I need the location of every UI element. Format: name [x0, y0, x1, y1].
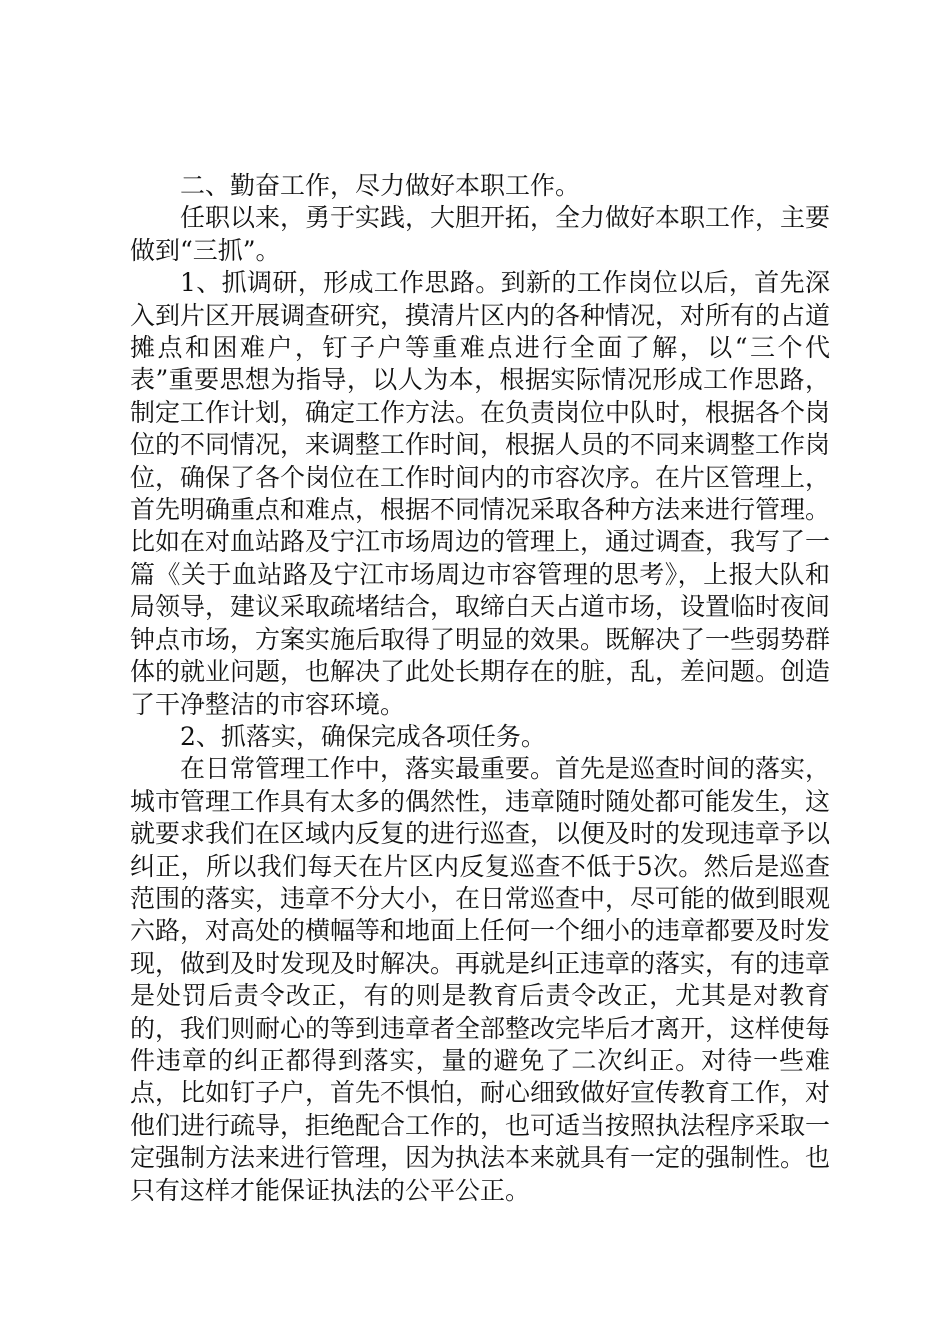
- subsection-heading: 2、抓落实，确保完成各项任务。: [180, 721, 546, 751]
- section-heading: 二、勤奋工作，尽力做好本职工作。: [180, 171, 581, 200]
- intro-paragraph: 任职以来，勇于实践，大胆开拓，全力做好本职工作，主要做到“三抓”。: [130, 203, 831, 265]
- implementation-paragraph: 在日常管理工作中，落实最重要。首先是巡查时间的落实，城市管理工作具有太多的偶然性，违章随时随处都可能发生，这就要求我们在区域内反复的进行巡查，以便及时的发现违章予以纠正，所以我们每天在片区内反复巡查不低于5次。然后是巡查范围的落实，违章不分大小，在日常巡查中，尽可能的做到眼观六路，对高处的横幅等和地面上任何一个细小的违章都要及时发现，做到及时发现及时解决。再就是纠正违章的落实，有的违章是处罚后责令改正，有的则是教育后责令改正，尤其是对教育的，我们则耐心的等到违章者全部整改完毕后才离开，这样使每件违章的纠正都得到落实，量的避免了二次纠正。对待一些难点，比如钉子户，首先不惧怕，耐心细致做好宣传教育工作，对他们进行疏导，拒绝配合工作的，也可适当按照执法程序采取一定强制方法来进行管理，因为执法本来就具有一定的强制性。也只有这样才能保证执法的公平公正。: [130, 754, 831, 1205]
- research-paragraph: 1、抓调研，形成工作思路。到新的工作岗位以后，首先深入到片区开展调查研究，摸清片区内的各种情况，对所有的占道摊点和困难户，钉子户等重难点进行全面了解，以“三个代表”重要思想为指导，以人为本，根据实际情况形成工作思路，制定工作计划，确定工作方法。在负责岗位中队时，根据各个岗位的不同情况，来调整工作时间，根据人员的不同来调整工作岗位，确保了各个岗位在工作时间内的市容次序。在片区管理上，首先明确重点和难点，根据不同情况采取各种方法来进行管理。比如在对血站路及宁江市场周边的管理上，通过调查，我写了一篇《关于血站路及宁江市场周边市容管理的思考》，上报大队和局领导，建议采取疏堵结合，取缔白天占道市场，设置临时夜间钟点市场，方案实施后取得了明显的效果。既解决了一些弱势群体的就业问题，也解决了此处长期存在的脏，乱，差问题。创造了干净整洁的市容环境。: [130, 268, 831, 719]
- document-body: [130, 170, 830, 1207]
